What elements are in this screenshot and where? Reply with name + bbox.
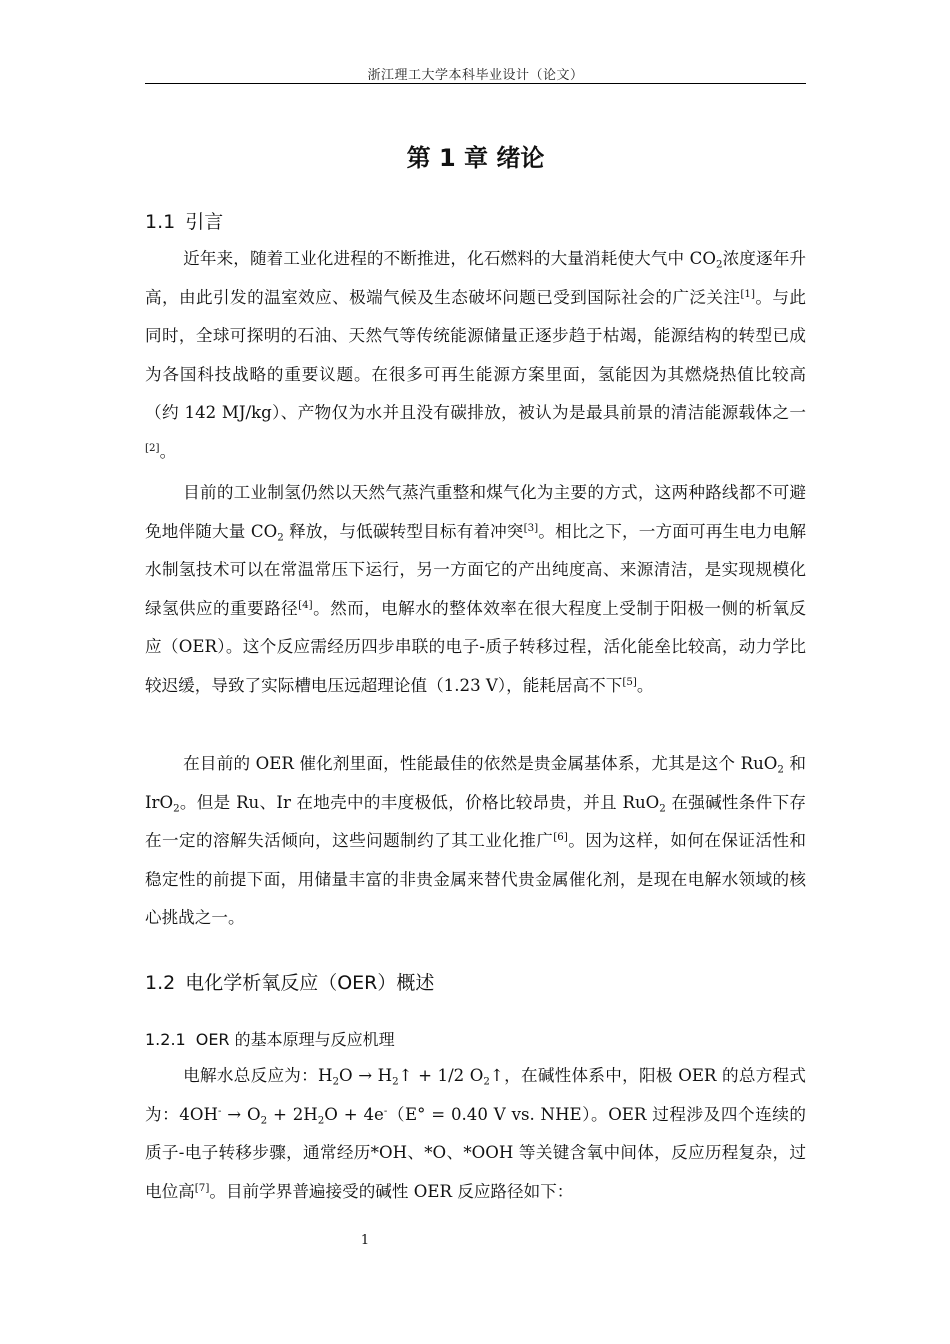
subscript: 2 xyxy=(173,802,180,815)
text-run: → O xyxy=(221,1104,261,1124)
paragraph-oer-principle xyxy=(145,1057,806,1211)
superscript: - xyxy=(383,1104,388,1117)
text-run: 。相比之下，一方面可再生电力电解水制氢技术可以在常温常压下运行，另一方面它的产出纯度高、来源清洁，是实现规模化绿氢供应的重要路径 xyxy=(145,521,807,618)
subscript: 2 xyxy=(715,258,723,271)
running-header: 浙江理工大学本科毕业设计（论文） xyxy=(367,68,584,83)
section-title: OER 的基本原理与反应机理 xyxy=(195,1030,395,1049)
section-heading-1-1 xyxy=(145,207,223,234)
section-title: 电化学析氧反应（OER）概述 xyxy=(185,972,435,994)
subscript: 2 xyxy=(659,802,666,815)
text-run: 和 IrO xyxy=(145,754,806,812)
text-run: 。与此同时，全球可探明的石油、天然气等传统能源储量正逐步趋于枯竭，能源结构的转型已成为各国科技战略的重要议题。在很多可再生能源方案里面，氢能因为其燃烧热值比较高（约 142 MJ/kg）、产物仅为水并且没有碳排放，被认为是最具前景的清洁能源载体之一 xyxy=(145,287,807,423)
paragraph-intro-2 xyxy=(145,474,806,706)
text-run: 。但是 Ru、Ir 在地壳中的丰度极低，价格比较昂贵，并且 RuO xyxy=(179,792,660,812)
text-run: （E° = 0.40 V vs. NHE）。OER 过程涉及四个连续的质子-电子转移步骤，通常经历*OH、*O、*OOH 等关键含氧中间体，反应历程复杂，过电位高 xyxy=(145,1104,807,1201)
paragraph-intro-1 xyxy=(145,240,806,472)
chapter-title: 第 1 章 绪论 xyxy=(406,144,545,172)
text-run: O + 4e xyxy=(324,1104,384,1124)
subscript: 2 xyxy=(260,1114,268,1127)
section-number: 1.2 xyxy=(145,972,176,994)
citation-ref: [2] xyxy=(145,441,160,454)
text-run: 在目前的 OER 催化剂里面，性能最佳的依然是贵金属基体系，尤其是这个 RuO xyxy=(183,754,778,773)
text-run: ↑ + 1/2 O xyxy=(398,1066,484,1085)
subscript: 2 xyxy=(483,1075,490,1088)
text-run: 目前的工业制氢仍然以天然气蒸汽重整和煤气化为主要的方式，这两种路线都不可避免地伴随大量 CO xyxy=(145,483,806,541)
subscript: 2 xyxy=(777,763,784,776)
subscript: 2 xyxy=(277,531,284,544)
header-rule xyxy=(145,83,806,84)
text-run: 释放，与低碳转型目标有着冲突 xyxy=(283,521,524,541)
text-run: O → H xyxy=(339,1066,393,1085)
subscript: 2 xyxy=(332,1075,340,1088)
superscript: - xyxy=(217,1104,222,1117)
text-run: 近年来，随着工业化进程的不断推进，化石燃料的大量消耗使大气中 CO xyxy=(183,249,716,268)
section-heading-1-2 xyxy=(145,968,434,995)
subscript: 2 xyxy=(317,1114,325,1127)
subscript: 2 xyxy=(392,1075,399,1088)
text-run: 。 xyxy=(159,441,177,461)
citation-ref: [5] xyxy=(622,675,637,688)
paragraph-intro-3 xyxy=(145,745,806,938)
text-run: 。 xyxy=(636,675,654,695)
citation-ref: [1] xyxy=(740,287,755,300)
text-run: 在强碱性条件下存在一定的溶解失活倾向，这些问题制约了其工业化推广 xyxy=(145,792,806,851)
section-number: 1.1 xyxy=(145,211,176,233)
text-run: 电解水总反应为：H xyxy=(183,1066,333,1085)
text-run: 。然而，电解水的整体效率在很大程度上受制于阳极一侧的析氧反应（OER）。这个反应需经历四步串联的电子-质子转移过程，活化能垒比较高，动力学比较迟缓，导致了实际槽电压远超理论值（1.23 V），能耗居高不下 xyxy=(145,598,807,695)
text-run: 。目前学界普遍接受的碱性 OER 反应路径如下： xyxy=(209,1181,574,1201)
text-run: ↑，在碱性体系中，阳极 OER 的总方程式为：4OH xyxy=(145,1066,806,1124)
citation-ref: [3] xyxy=(523,521,539,534)
citation-ref: [6] xyxy=(553,831,568,844)
page-number: 1 xyxy=(360,1233,370,1248)
text-run: + 2H xyxy=(267,1104,318,1124)
text-run: 。因为这样，如何在保证活性和稳定性的前提下面，用储量丰富的非贵金属来替代贵金属催化剂，是现在电解水领域的核心挑战之一。 xyxy=(145,831,806,928)
citation-ref: [4] xyxy=(298,598,313,611)
citation-ref: [7] xyxy=(194,1181,210,1194)
section-title: 引言 xyxy=(185,211,224,233)
subsection-heading-1-2-1 xyxy=(145,1027,395,1050)
text-run: 浓度逐年升高，由此引发的温室效应、极端气候及生态破坏问题已受到国际社会的广泛关注 xyxy=(145,249,806,307)
section-number: 1.2.1 xyxy=(145,1030,186,1049)
